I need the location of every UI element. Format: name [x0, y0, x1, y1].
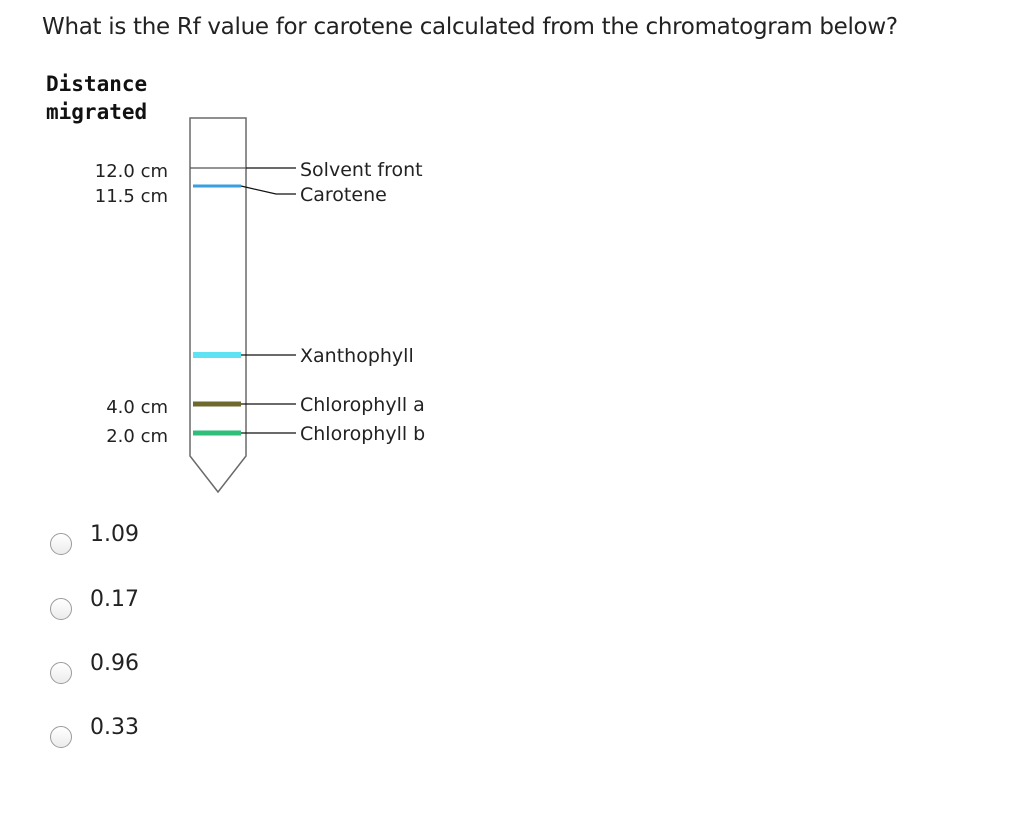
answer-option-label: 1.09: [90, 521, 139, 547]
distance-label-carotene: 11.5 cm: [94, 186, 168, 207]
answer-option-label: 0.33: [90, 714, 139, 740]
answer-option-2[interactable]: [50, 587, 139, 617]
chromatography-strip: [190, 118, 246, 492]
radio-button[interactable]: [50, 662, 72, 684]
radio-button[interactable]: [50, 533, 72, 555]
band-label-carotene: Carotene: [300, 184, 387, 206]
answer-option-label: 0.96: [90, 650, 139, 676]
distance-title-line-2: migrated: [46, 100, 148, 124]
answer-option-4[interactable]: [50, 715, 139, 745]
radio-button[interactable]: [50, 598, 72, 620]
distance-label-chlorophyll-a: 4.0 cm: [106, 397, 168, 418]
answer-option-label: 0.17: [90, 586, 139, 612]
band-label-chlorophyll-b: Chlorophyll b: [300, 423, 426, 445]
band-label-chlorophyll-a: Chlorophyll a: [300, 394, 425, 416]
distance-label-solvent-front: 12.0 cm: [94, 161, 168, 182]
question-text: What is the Rf value for carotene calculated from the chromatogram below?: [42, 14, 898, 40]
distance-title-line-1: Distance: [46, 72, 148, 96]
band-label-solvent-front: Solvent front: [300, 159, 423, 181]
answer-option-1[interactable]: [50, 522, 139, 552]
distance-label-chlorophyll-b: 2.0 cm: [106, 426, 168, 447]
band-label-xanthophyll: Xanthophyll: [300, 345, 414, 367]
carotene-leader: [241, 186, 296, 194]
radio-button[interactable]: [50, 726, 72, 748]
answer-option-3[interactable]: [50, 651, 139, 681]
